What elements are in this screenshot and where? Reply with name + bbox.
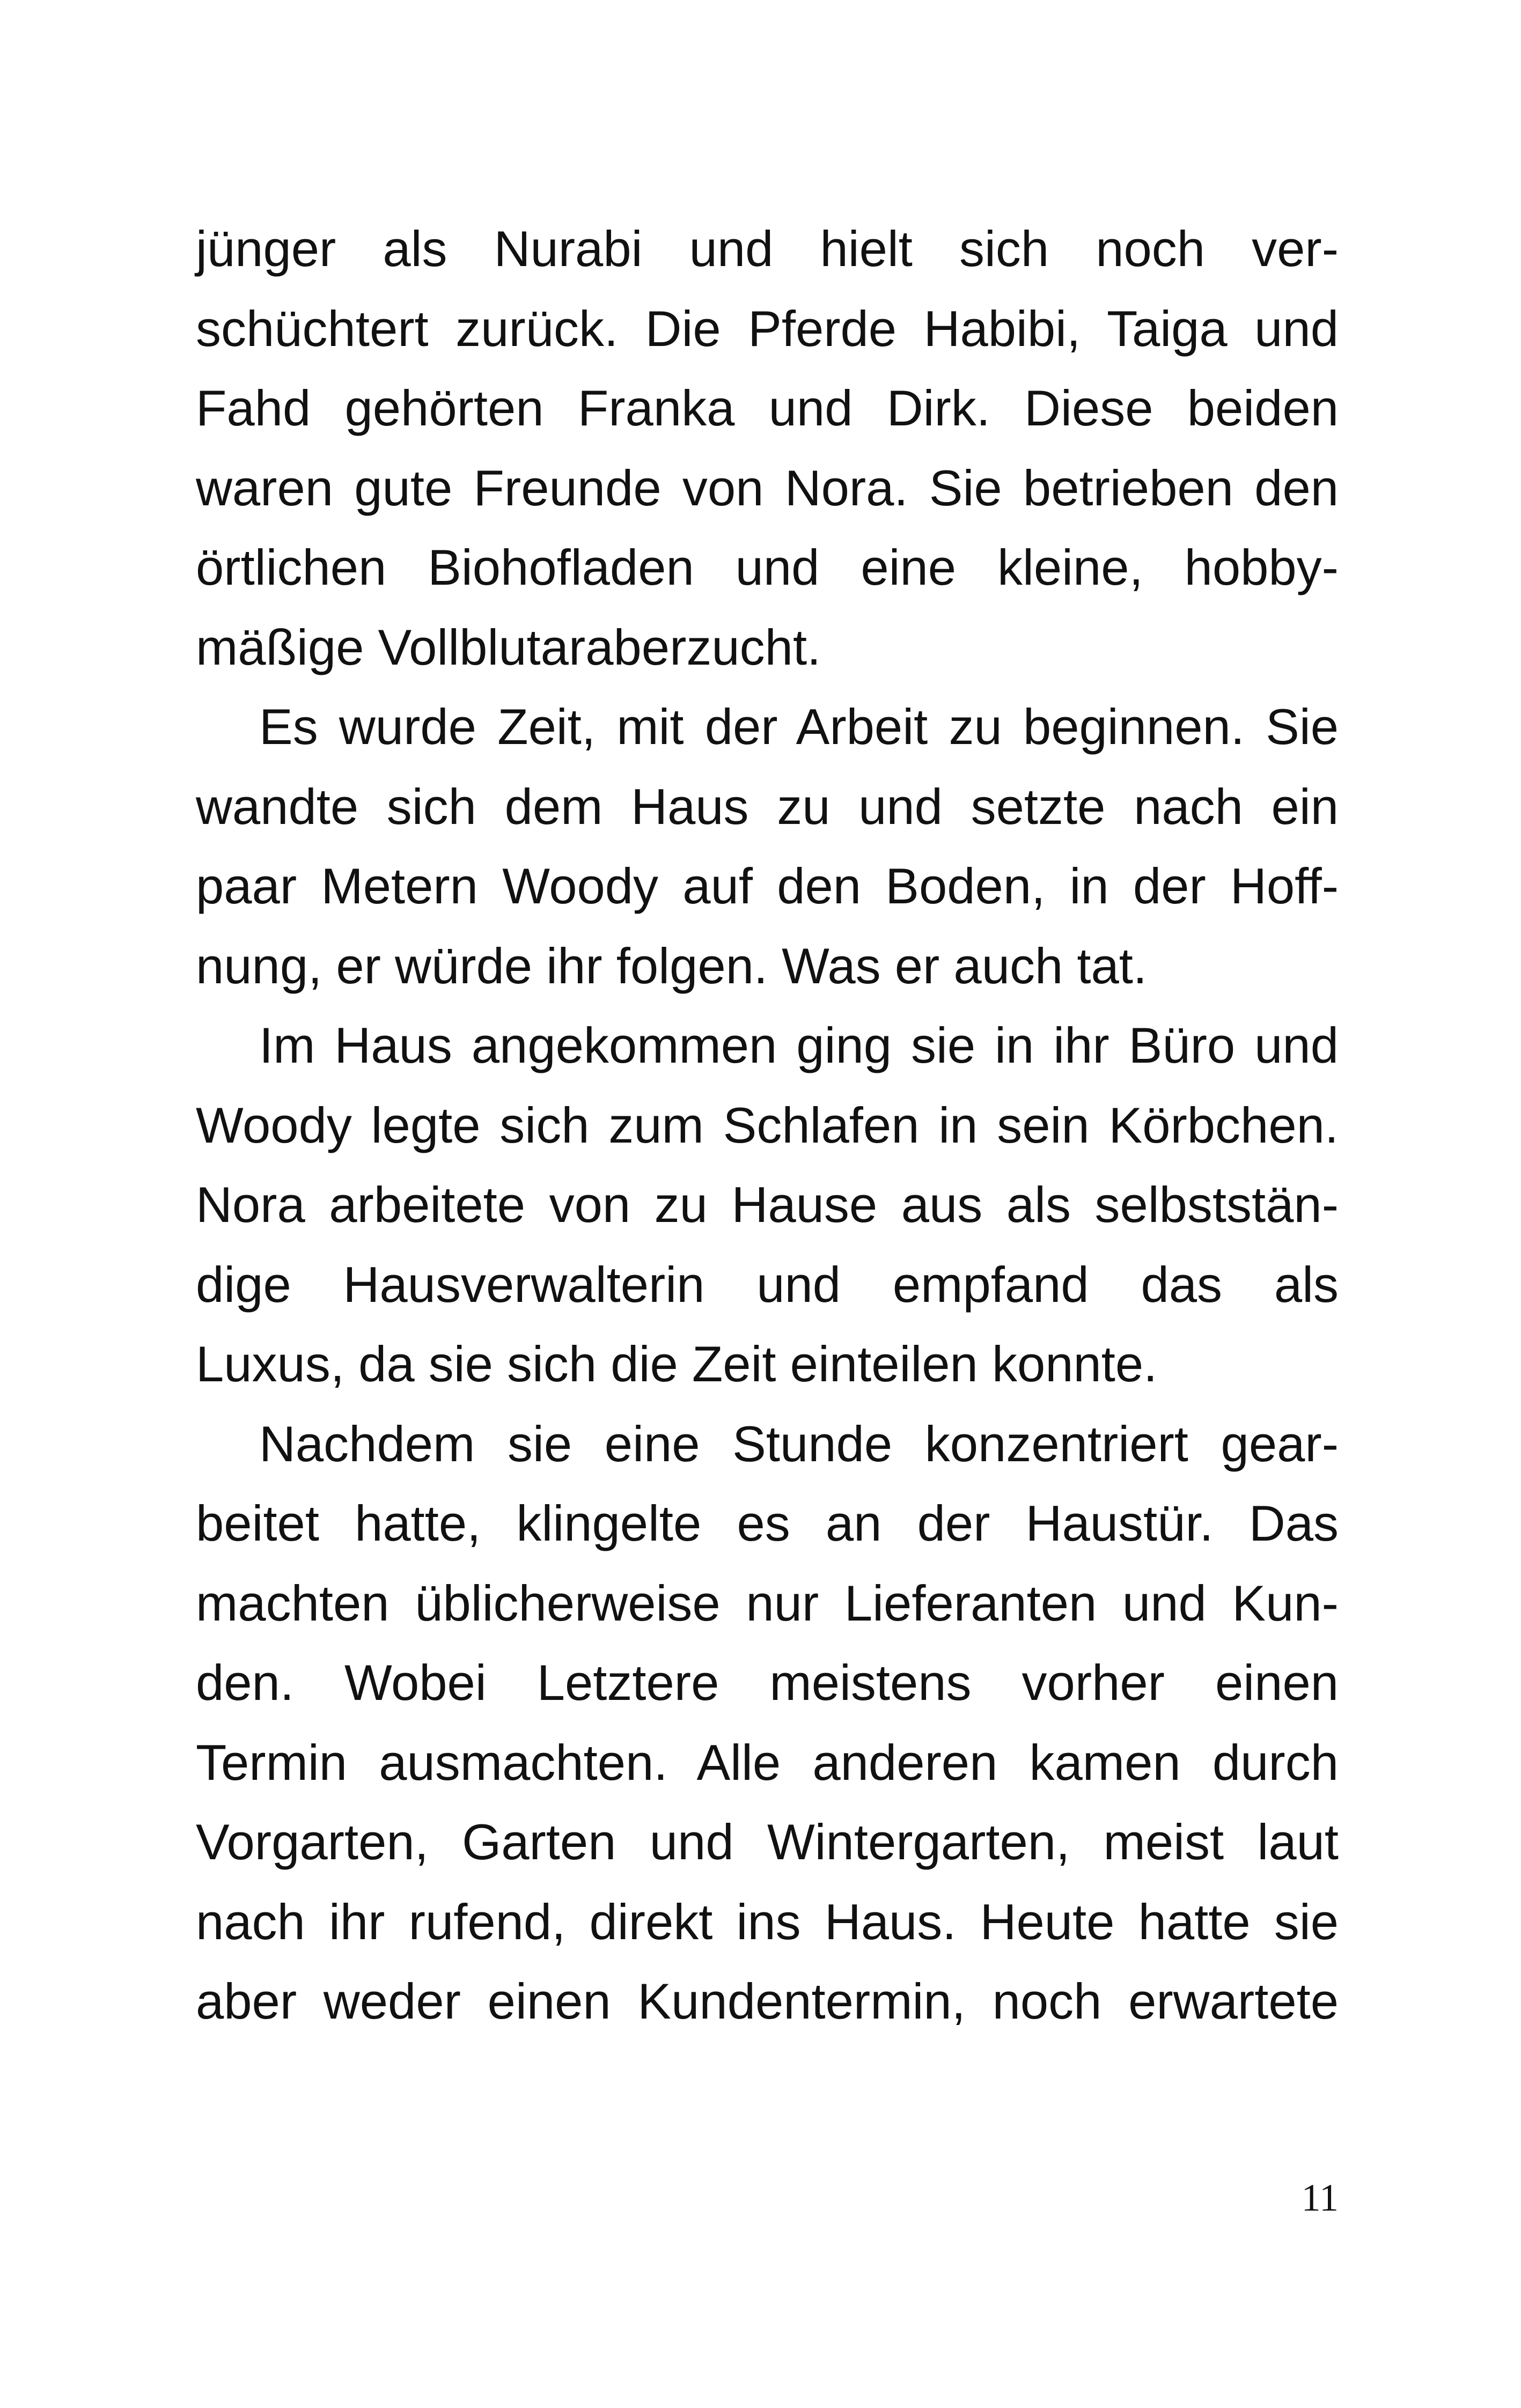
text-line: dige Hausverwalterin und empfand das als bbox=[196, 1256, 1339, 1313]
text-line: Woody legte sich zum Schlafen in sein Körbchen. bbox=[196, 1096, 1339, 1153]
page-number: 11 bbox=[1301, 2176, 1339, 2219]
text-line: Fahd gehörten Franka und Dirk. Diese beiden bbox=[196, 380, 1339, 436]
text-line: beitet hatte, klingelte es an der Haustür. Das bbox=[196, 1495, 1339, 1551]
text-line: nach ihr rufend, direkt ins Haus. Heute hatte sie bbox=[196, 1893, 1339, 1950]
text-line: Es wurde Zeit, mit der Arbeit zu beginnen. Sie bbox=[259, 698, 1339, 755]
text-line: machten üblicherweise nur Lieferanten und Kun- bbox=[196, 1574, 1339, 1631]
text-line: Im Haus angekommen ging sie in ihr Büro und bbox=[259, 1017, 1339, 1073]
text-line: jünger als Nurabi und hielt sich noch ver- bbox=[196, 220, 1339, 277]
text-line: nung, er würde ihr folgen. Was er auch tat. bbox=[196, 937, 1148, 994]
text-line: Termin ausmachten. Alle anderen kamen durch bbox=[196, 1734, 1339, 1791]
text-line: mäßige Vollblutaraberzucht. bbox=[196, 618, 821, 675]
text-line: Nora arbeitete von zu Hause aus als selbststän- bbox=[196, 1176, 1339, 1233]
text-line: Nachdem sie eine Stunde konzentriert gear- bbox=[259, 1415, 1339, 1472]
text-line: den. Wobei Letztere meistens vorher einen bbox=[196, 1654, 1339, 1711]
body-text bbox=[196, 209, 1339, 2042]
text-line: örtlichen Biohofladen und eine kleine, hobby- bbox=[196, 539, 1339, 595]
text-line: wandte sich dem Haus zu und setzte nach ein bbox=[196, 778, 1339, 835]
text-line: waren gute Freunde von Nora. Sie betrieben den bbox=[196, 459, 1339, 516]
text-line: paar Metern Woody auf den Boden, in der Hoff- bbox=[196, 858, 1339, 914]
text-line: Luxus, da sie sich die Zeit einteilen konnte. bbox=[196, 1336, 1158, 1392]
text-line: schüchtert zurück. Die Pferde Habibi, Taiga und bbox=[196, 300, 1339, 357]
text-line: aber weder einen Kundentermin, noch erwartete bbox=[196, 1973, 1339, 2029]
text-line: Vorgarten, Garten und Wintergarten, meist laut bbox=[196, 1814, 1339, 1870]
